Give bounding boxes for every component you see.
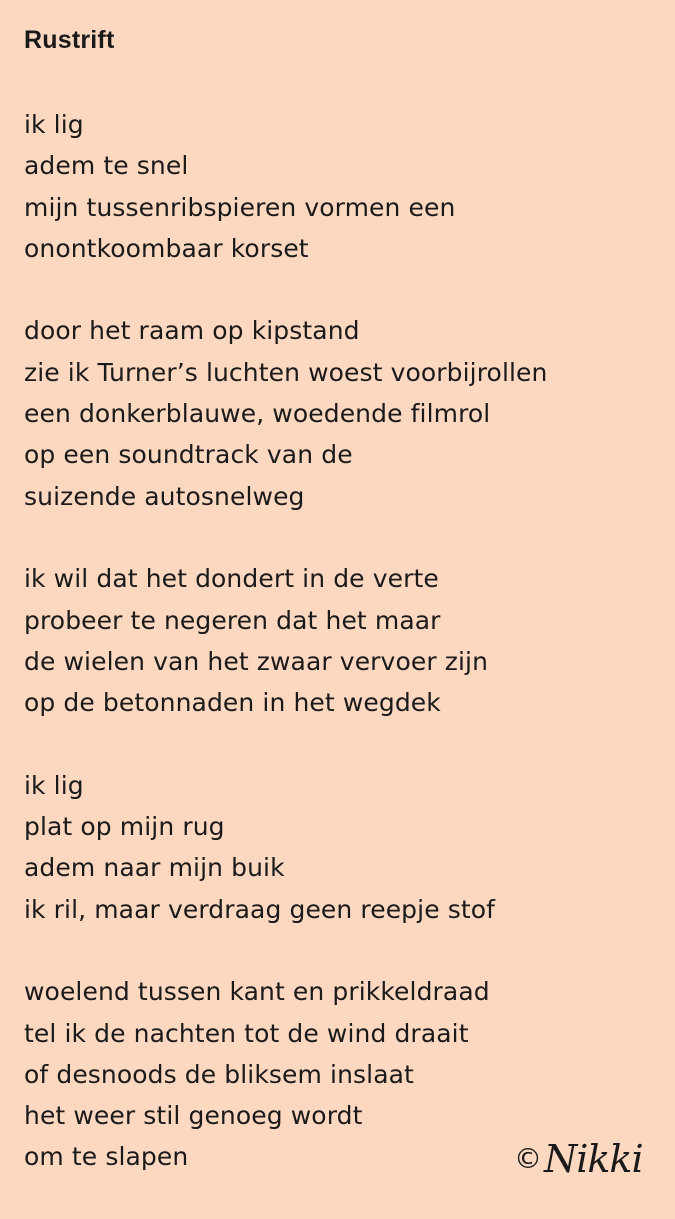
poem-line: op een soundtrack van de bbox=[24, 440, 353, 470]
poem-line: ik lig bbox=[24, 770, 84, 800]
poem-body bbox=[24, 104, 644, 1219]
poem-line: het weer stil genoeg wordt bbox=[24, 1101, 363, 1131]
stanza-1 bbox=[24, 104, 644, 269]
copyright-symbol: © bbox=[514, 1142, 542, 1175]
poem-line: de wielen van het zwaar vervoer zijn bbox=[24, 646, 489, 676]
poem-line: een donkerblauwe, woedende filmrol bbox=[24, 399, 491, 429]
poem-line: woelend tussen kant en prikkeldraad bbox=[24, 977, 490, 1007]
signature-name: Nikki bbox=[544, 1137, 643, 1181]
poem-line: plat op mijn rug bbox=[24, 812, 225, 842]
poem-line: ik wil dat het dondert in de verte bbox=[24, 564, 439, 594]
poem-line: zie ik Turner’s luchten woest voorbijrollen bbox=[24, 357, 548, 387]
stanza-4 bbox=[24, 765, 644, 930]
poem-line: ik lig bbox=[24, 110, 84, 139]
poem-title: Rustrift bbox=[24, 26, 115, 54]
poem-line: of desnoods de bliksem inslaat bbox=[24, 1059, 414, 1089]
stanza-3 bbox=[24, 558, 644, 723]
poem-line: mijn tussenribspieren vormen een bbox=[24, 192, 456, 222]
poem-line: suizende autosnelweg bbox=[24, 481, 305, 511]
poem-line: tel ik de nachten tot de wind draait bbox=[24, 1018, 469, 1048]
poem-line: onontkoombaar korset bbox=[24, 233, 309, 263]
poem-line: probeer te negeren dat het maar bbox=[24, 605, 441, 635]
stanza-2 bbox=[24, 310, 644, 516]
poem-line: op de betonnaden in het wegdek bbox=[24, 688, 441, 718]
poem-line: adem naar mijn buik bbox=[24, 853, 285, 883]
poem-line: adem te snel bbox=[24, 151, 189, 181]
poem-line: ik ril, maar verdraag geen reepje stof bbox=[24, 894, 496, 924]
poem-line: door het raam op kipstand bbox=[24, 316, 360, 346]
author-signature bbox=[514, 1134, 643, 1184]
poem-line: om te slapen bbox=[24, 1142, 189, 1172]
